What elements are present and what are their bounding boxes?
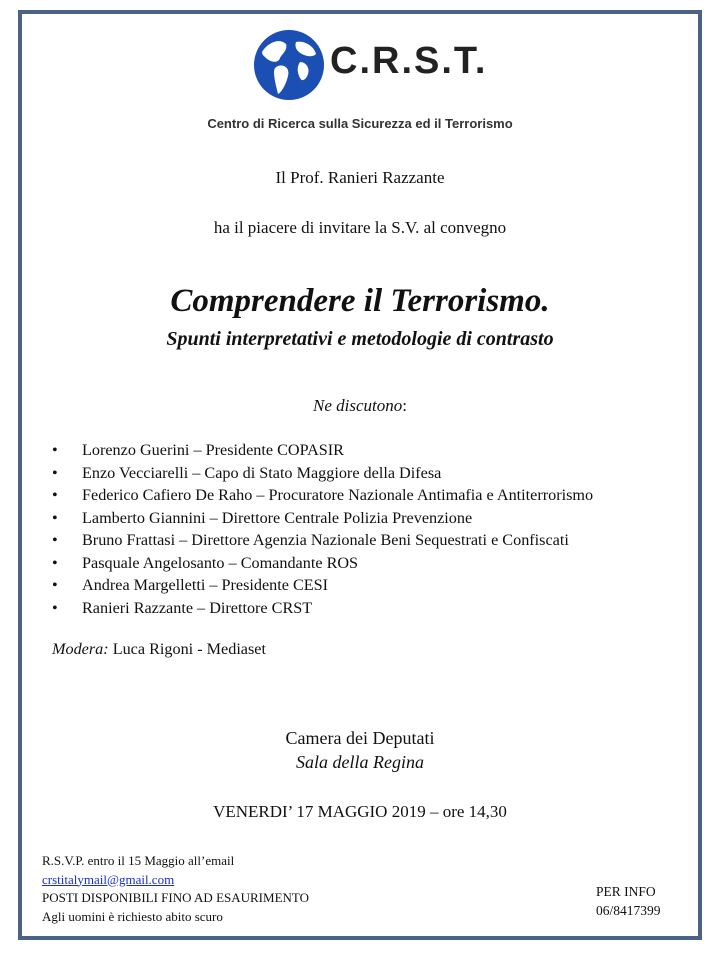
moderator-name: Luca Rigoni - Mediaset bbox=[112, 640, 266, 658]
bullet-icon: • bbox=[52, 486, 58, 504]
list-item bbox=[52, 462, 593, 485]
speaker-text: Federico Cafiero De Raho – Procuratore Nazionale Antimafia e Antiterrorismo bbox=[82, 486, 594, 504]
logo-text: C.R.S.T. bbox=[330, 40, 488, 82]
bullet-icon: • bbox=[52, 553, 58, 572]
list-item bbox=[52, 529, 593, 552]
email-link[interactable]: crstitalymail@gmail.com bbox=[42, 871, 175, 887]
speakers-list bbox=[52, 439, 593, 619]
list-item bbox=[52, 439, 593, 462]
event-date: VENERDI’ 17 MAGGIO 2019 – ore 14,30 bbox=[213, 802, 507, 821]
list-item bbox=[52, 574, 593, 597]
info-block bbox=[596, 882, 661, 920]
globe-logo-icon bbox=[252, 28, 326, 102]
speaker-text: Bruno Frattasi – Direttore Agenzia Nazionale Beni Sequestrati e Confiscati bbox=[82, 531, 569, 549]
org-name: Centro di Ricerca sulla Sicurezza ed il Terrorismo bbox=[207, 116, 513, 131]
list-item bbox=[52, 484, 593, 507]
info-label: PER INFO bbox=[596, 884, 656, 899]
moderator-line bbox=[52, 640, 266, 659]
bullet-icon: • bbox=[52, 576, 58, 594]
bullet-icon: • bbox=[52, 598, 58, 617]
invite-line: ha il piacere di invitare la S.V. al convegno bbox=[213, 218, 507, 237]
bullet-icon: • bbox=[52, 531, 58, 549]
speaker-text: Andrea Margelletti – Presidente CESI bbox=[82, 576, 329, 594]
bullet-icon: • bbox=[52, 508, 58, 527]
speakers-heading-colon: : bbox=[402, 396, 407, 415]
speaker-text: Enzo Vecciarelli – Capo di Stato Maggiore della Difesa bbox=[82, 463, 442, 482]
event-title-period: . bbox=[541, 283, 550, 319]
rsvp-text: R.S.V.P. entro il 15 Maggio all’email bbox=[42, 853, 235, 868]
speaker-text: Lamberto Giannini – Direttore Centrale Polizia Prevenzione bbox=[82, 508, 473, 527]
list-item bbox=[52, 597, 593, 620]
speaker-text: Lorenzo Guerini – Presidente COPASIR bbox=[82, 441, 344, 459]
speaker-text: Ranieri Razzante – Direttore CRST bbox=[82, 598, 313, 617]
bullet-icon: • bbox=[52, 463, 58, 482]
venue-place: Camera dei Deputati bbox=[285, 728, 435, 748]
host-line: Il Prof. Ranieri Razzante bbox=[275, 168, 445, 187]
event-subtitle: Spunti interpretativi e metodologie di contrasto bbox=[166, 328, 554, 350]
seats-text: POSTI DISPONIBILI FINO AD ESAURIMENTO bbox=[42, 890, 309, 905]
speaker-text: Pasquale Angelosanto – Comandante ROS bbox=[82, 553, 359, 572]
dress-code-text: Agli uomini è richiesto abito scuro bbox=[42, 908, 223, 924]
list-item bbox=[52, 552, 593, 575]
speakers-heading bbox=[0, 396, 720, 416]
bullet-icon: • bbox=[52, 441, 58, 459]
rsvp-block bbox=[42, 852, 309, 926]
info-phone: 06/8417399 bbox=[596, 903, 661, 918]
list-item bbox=[52, 507, 593, 530]
venue-room: Sala della Regina bbox=[296, 752, 424, 772]
event-title bbox=[0, 283, 720, 320]
event-title-text: Comprendere il Terrorismo bbox=[170, 283, 542, 319]
moderator-label: Modera: bbox=[52, 640, 109, 658]
speakers-heading-text: Ne discutono bbox=[313, 396, 403, 415]
